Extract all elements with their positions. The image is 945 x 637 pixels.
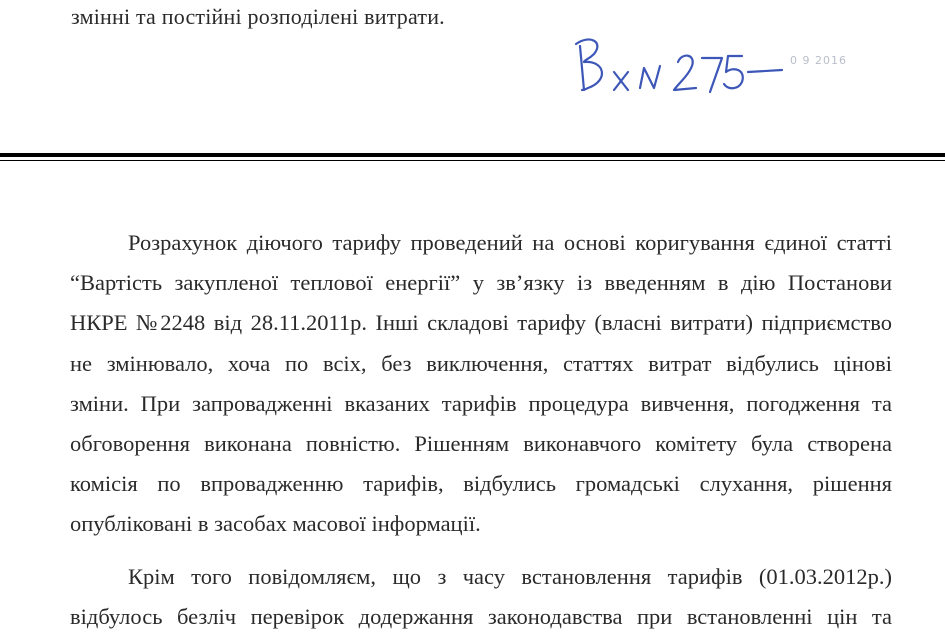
paragraph-1-line-2: “Вартість закупленої теплової енергії” у зв’язку із введенням в дію Постанови: [70, 270, 892, 296]
paragraph-2-line-2: відбулось безліч перевірок додержання законодавства при встановленні цін та: [70, 603, 892, 629]
paragraph-gap: [70, 545, 892, 557]
divider-thin: [0, 160, 945, 161]
paragraph-1-line-7: комісія по впровадженню тарифів, відбулись громадські слухання, рішення: [70, 471, 892, 497]
paragraph-2-line-1: Крім того повідомляєм, що з часу встановлення тарифів (01.03.2012р.): [128, 563, 892, 589]
paragraph-1-line-6: обговорення виконана повністю. Рішенням виконавчого комітету була створена: [70, 430, 892, 456]
handwritten-registration-note: [570, 28, 800, 100]
body-text: [70, 223, 892, 637]
paragraph-1-line-1: Розрахунок діючого тарифу проведений на основі коригування єдиної статті: [128, 230, 892, 255]
paragraph-1-line-8: опубліковані в засобах масової інформації.: [70, 511, 481, 537]
top-text-line: змінні та постійні розподілені витрати.: [71, 4, 445, 29]
divider-thick: [0, 153, 945, 157]
paragraph-1-line-3: НКРЕ №2248 від 28.11.2011р. Інші складові тарифу (власні витрати) підприємство: [70, 310, 892, 336]
paragraph-1-line-4: не змінювало, хоча по всіх, без виключення, статтях витрат відбулись цінові: [70, 350, 892, 376]
date-stamp: 0 9 2016: [790, 54, 847, 67]
paragraph-1-line-5: зміни. При запровадженні вказаних тарифів процедура вивчення, погодження та: [70, 390, 892, 416]
